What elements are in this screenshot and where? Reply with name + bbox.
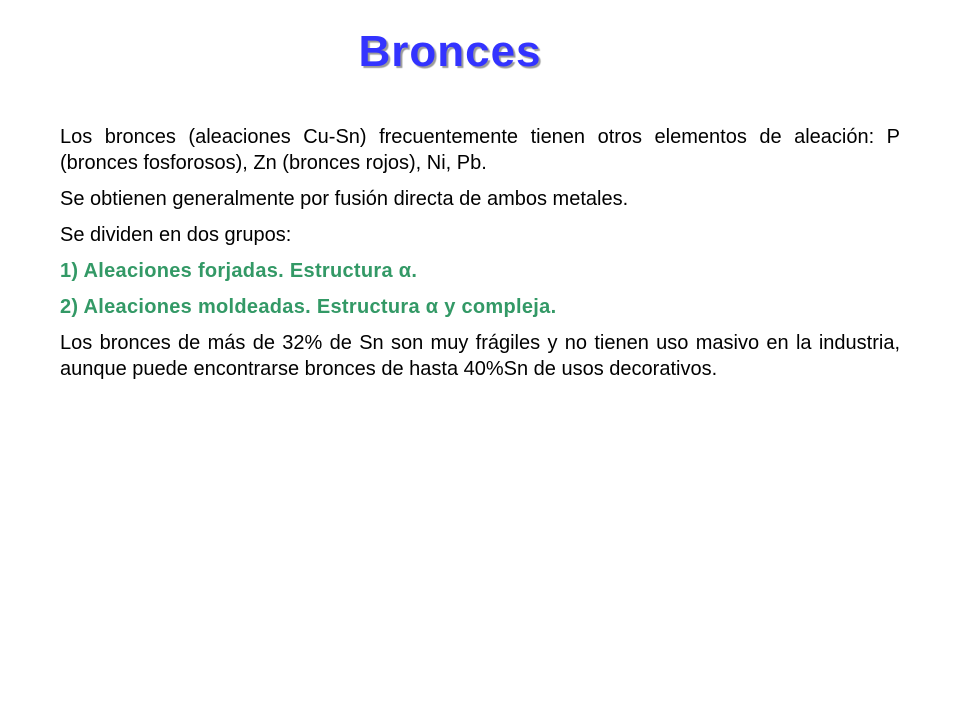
group-item-cast: 2) Aleaciones moldeadas. Estructura α y compleja. <box>60 296 557 318</box>
slide-body <box>60 124 900 392</box>
paragraph-production: Se obtienen generalmente por fusión directa de ambos metales. <box>60 188 629 210</box>
slide-title: Bronces <box>358 27 542 76</box>
paragraph-tin-content: Los bronces de más de 32% de Sn son muy frágiles y no tienen uso masivo en la industria, aunque puede encontrarse bronces de hasta 40%Sn de usos decorativos. <box>60 332 900 380</box>
group-item-forged: 1) Aleaciones forjadas. Estructura α. <box>60 260 418 282</box>
paragraph-groups-intro: Se dividen en dos grupos: <box>60 224 292 246</box>
paragraph-intro: Los bronces (aleaciones Cu-Sn) frecuentemente tienen otros elementos de aleación: P (bronces fosforosos), Zn (bronces rojos), Ni, Pb. <box>60 126 900 174</box>
